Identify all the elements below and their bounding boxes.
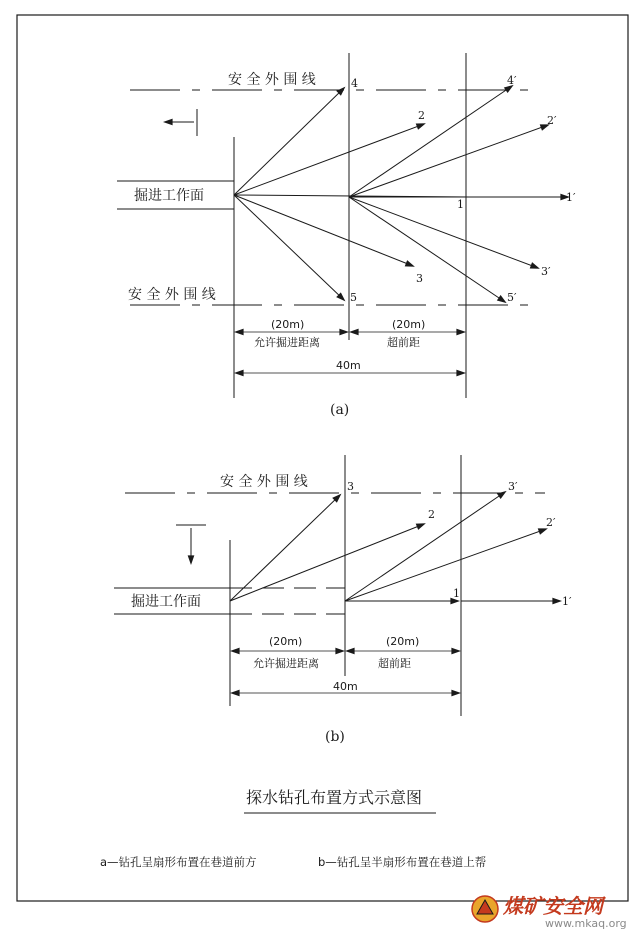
hole-3p-a — [349, 197, 538, 268]
safety-line-bottom-label-a: 安 全 外 围 线 — [128, 287, 216, 303]
hole-3p-b — [345, 492, 505, 601]
figure-b — [114, 455, 572, 745]
hole-label-2-a: 2 — [418, 109, 425, 122]
watermark-text: 煤矿安全网 — [503, 894, 603, 918]
hole-2p-a — [349, 125, 548, 197]
hole-2p-b — [345, 529, 546, 601]
total-label-b: 40m — [333, 680, 358, 693]
page-border — [17, 15, 628, 901]
caption-b: b—钻孔呈半扇形布置在巷道上帮 — [318, 855, 487, 869]
hole-label-4p-a: 4′ — [507, 74, 517, 87]
figure-title: 探水钻孔布置方式示意图 — [246, 788, 423, 807]
dist1-desc-b: 允许掘进距离 — [253, 657, 319, 670]
hole-label-3-b: 3 — [347, 480, 354, 493]
dist1-label-a: (20m) — [271, 318, 305, 331]
hole-4-a — [234, 88, 344, 195]
caption-a: a—钻孔呈扇形布置在巷道前方 — [100, 855, 257, 869]
dist2-desc-a: 超前距 — [387, 336, 420, 349]
hole-2-a — [234, 124, 424, 195]
hole-label-2-b: 2 — [428, 508, 435, 521]
hole-label-4-a: 4 — [351, 77, 358, 90]
dist1-label-b: (20m) — [269, 635, 303, 648]
total-label-a: 40m — [336, 359, 361, 372]
hole-5-a — [234, 195, 344, 300]
hole-label-1-b: 1 — [453, 587, 460, 600]
watermark-url: www.mkaq.org — [545, 917, 627, 930]
hole-label-3p-a: 3′ — [541, 265, 551, 278]
dist2-desc-b: 超前距 — [378, 657, 411, 670]
hole-label-1p-b: 1′ — [562, 595, 572, 608]
hole-2-b — [230, 524, 424, 601]
hole-label-2p-b: 2′ — [546, 516, 556, 529]
hole-4p-a — [349, 86, 512, 197]
sub-label-a: (a) — [330, 402, 350, 418]
hole-label-2p-a: 2′ — [547, 114, 557, 127]
hole-label-3-a: 3 — [416, 272, 423, 285]
watermark — [472, 894, 627, 930]
hole-label-5-a: 5 — [350, 291, 357, 304]
safety-line-top-label-a: 安 全 外 围 线 — [228, 72, 316, 88]
dist2-label-a: (20m) — [392, 318, 426, 331]
figure-a — [117, 53, 576, 418]
hole-label-3p-b: 3′ — [508, 480, 518, 493]
hole-label-1-a: 1 — [457, 198, 464, 211]
dist2-label-b: (20m) — [386, 635, 420, 648]
work-face-label-b: 掘进工作面 — [131, 594, 201, 610]
work-face-label-a: 掘进工作面 — [134, 188, 204, 204]
dist1-desc-a: 允许掘进距离 — [254, 336, 320, 349]
sub-label-b: (b) — [325, 729, 345, 745]
hole-3-a — [234, 195, 413, 266]
hole-label-5p-a: 5′ — [507, 291, 517, 304]
hole-3-b — [230, 495, 340, 601]
hole-label-1p-a: 1′ — [566, 191, 576, 204]
safety-line-top-label-b: 安 全 外 围 线 — [220, 474, 308, 490]
